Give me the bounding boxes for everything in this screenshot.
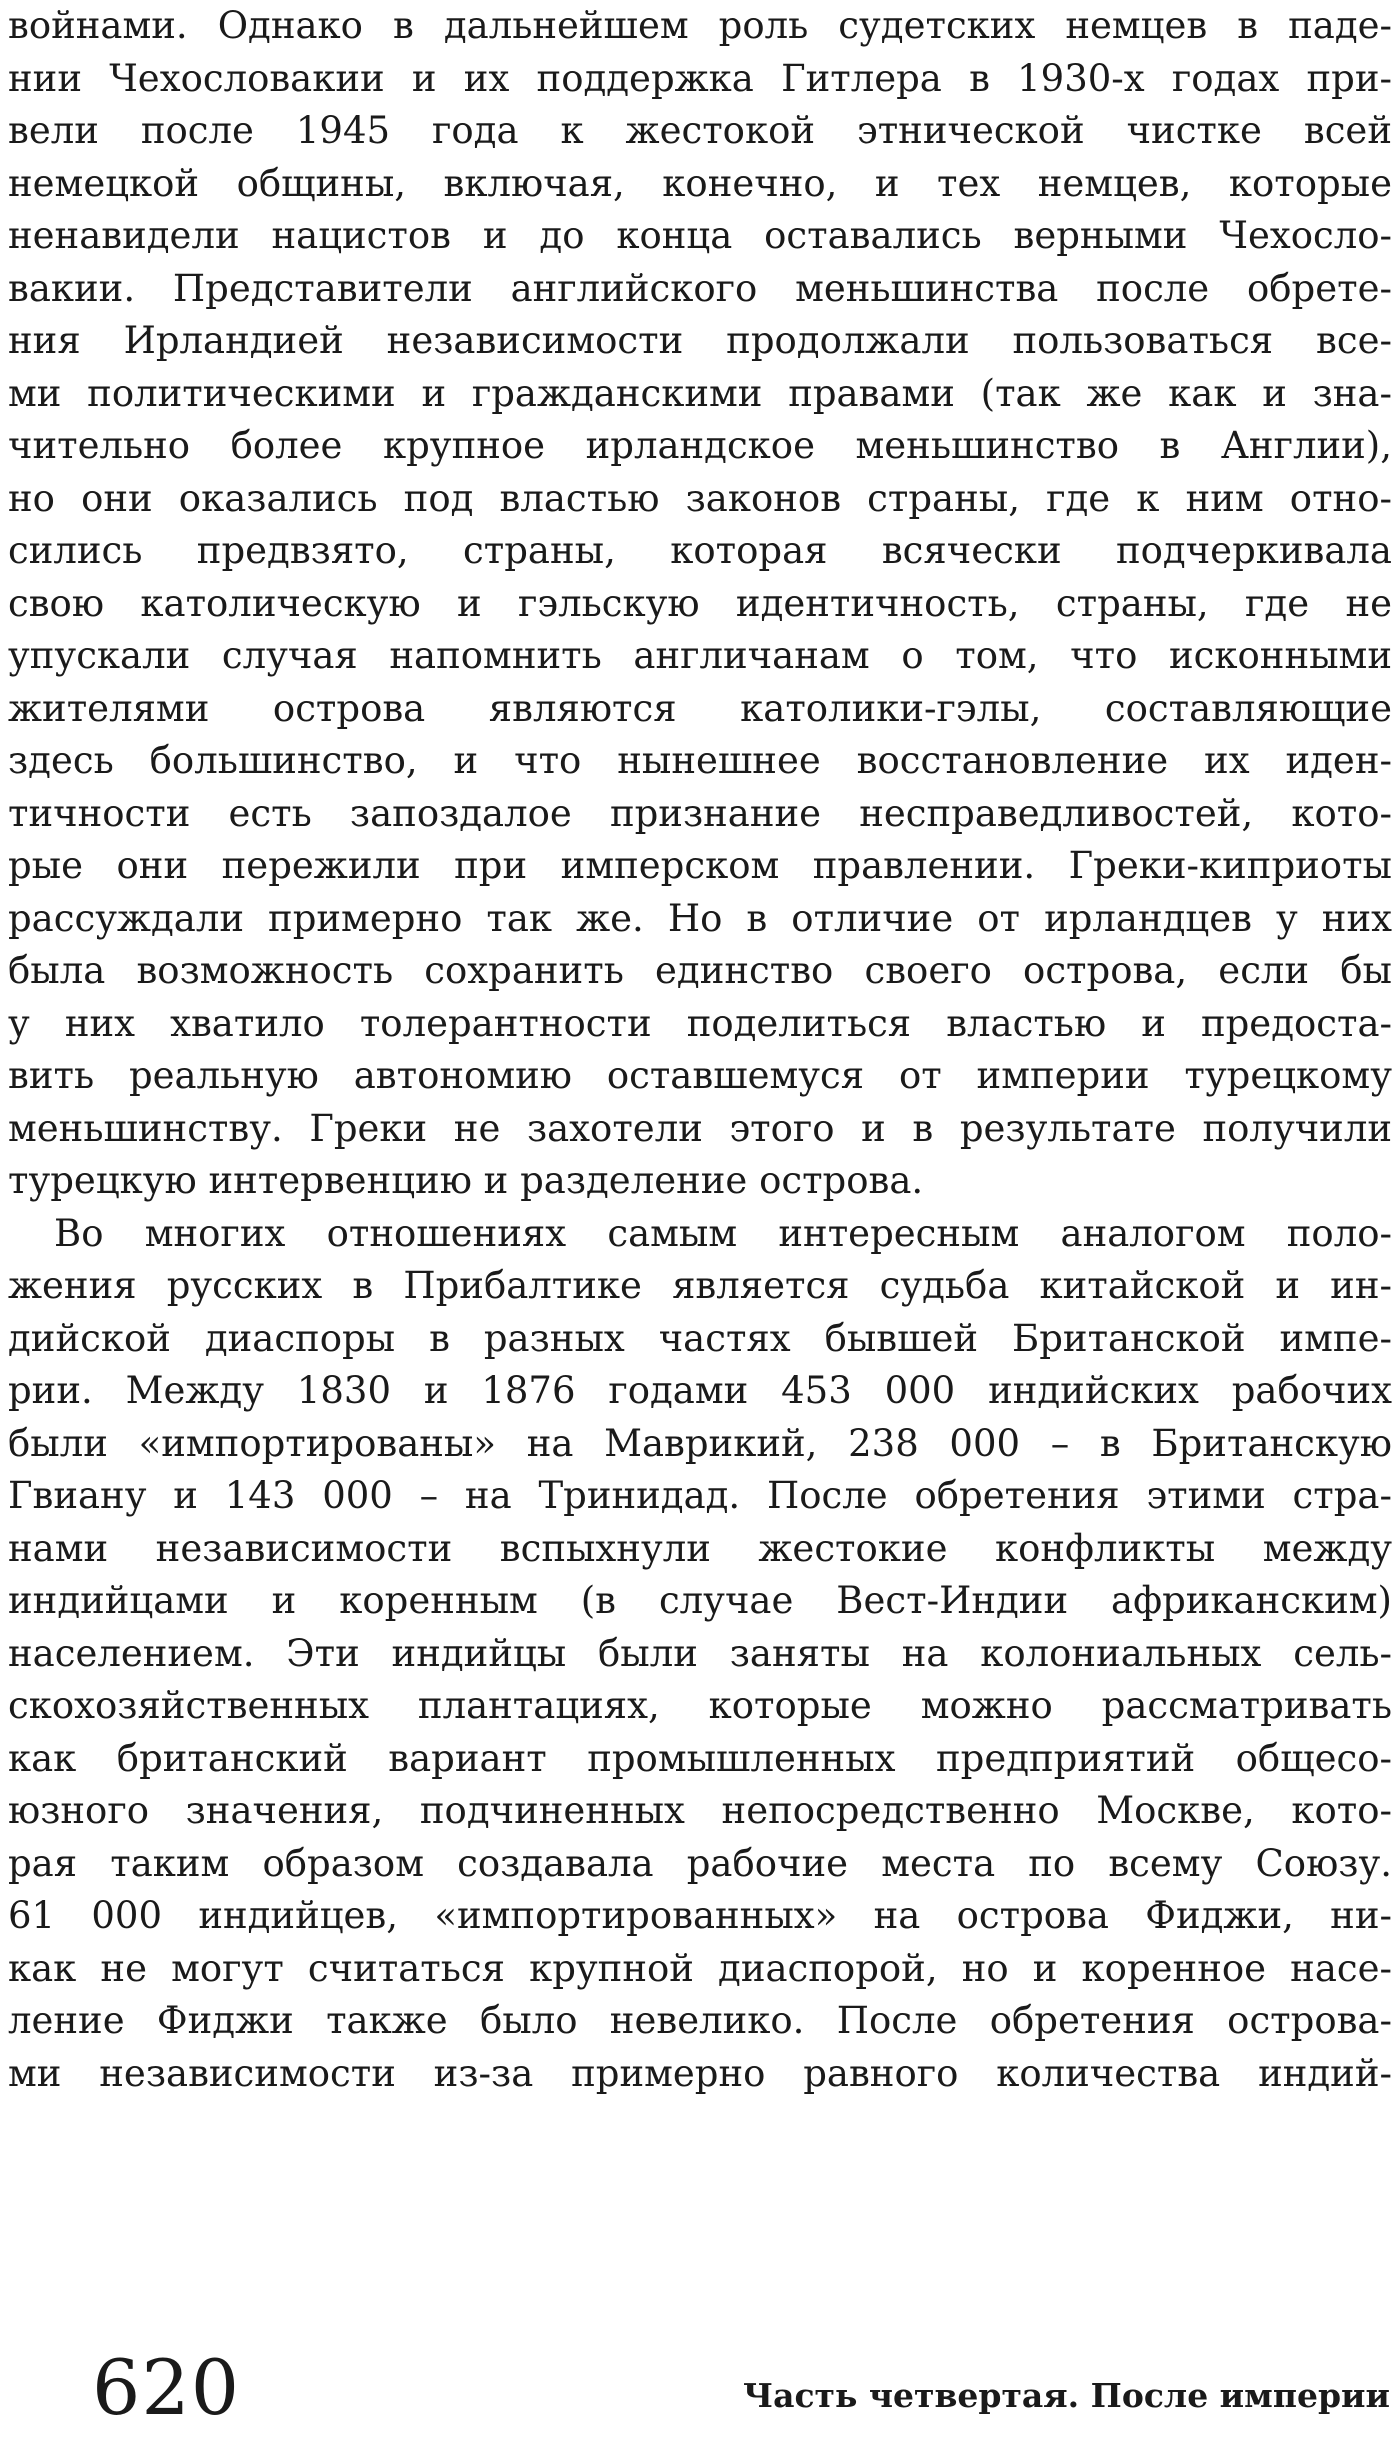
text-line: тичности есть запоздалое признание несправедливостей, кото- [8,791,1392,835]
text-line: здесь большинство, и что нынешнее восстановление их иден- [8,739,1392,782]
text-line: вить реальную автономию оставшемуся от империи турецкому [8,1054,1392,1097]
paragraph-first-line: Во многих отношениях самым интересным аналогом поло- [54,1211,1392,1255]
text-line: как британский вариант промышленных предприятий общесо- [8,1736,1392,1780]
text-line: ление Фиджи также было невелико. После обретения острова- [8,1999,1392,2042]
text-line: войнами. Однако в дальнейшем роль судетских немцев в паде- [8,4,1392,47]
text-line: нами независимости вспыхнули жестокие конфликты между [8,1526,1392,1570]
text-line: 61 000 индийцев, «импортированных» на острова Фиджи, ни- [8,1894,1392,1937]
text-line: ми независимости из-за примерно равного количества индий- [8,2051,1392,2095]
text-line: немецкой общины, включая, конечно, и тех немцев, которые [8,161,1392,205]
text-line: дийской диаспоры в разных частях бывшей Британской импе- [8,1316,1392,1360]
text-line: жения русских в Прибалтике является судьба китайской и ин- [8,1264,1392,1307]
text-line: вели после 1945 года к жестокой этнической чистке всей [8,109,1392,152]
text-line: ми политическими и гражданскими правами (так же как и зна- [8,371,1392,415]
text-line: свою католическую и гэльскую идентичность, страны, где не [8,581,1392,625]
text-line: индийцами и коренным (в случае Вест-Индии африканским) [8,1579,1392,1622]
text-line: рассуждали примерно так же. Но в отличие от ирландцев у них [8,896,1392,940]
text-line: скохозяйственных плантациях, которые можно рассматривать [8,1684,1392,1727]
text-line: Гвиану и 143 000 – на Тринидад. После обретения этими стра- [8,1474,1392,1517]
text-line: населением. Эти индийцы были заняты на колониальных сель- [8,1631,1392,1675]
text-line: сились предвзято, страны, которая всячески подчеркивала [8,529,1392,572]
text-line: нии Чехословакии и их поддержка Гитлера в 1930-х годах при- [8,56,1392,100]
text-line: жителями острова являются католики-гэлы, составляющие [8,686,1392,730]
text-line: рые они пережили при имперском правлении. Греки-киприоты [8,844,1392,887]
text-line: меньшинству. Греки не захотели этого и в результате получили [8,1106,1392,1150]
text-line: но они оказались под властью законов страны, где к ним отно- [8,476,1392,520]
text-line: рая таким образом создавала рабочие места по всему Союзу. [8,1841,1392,1885]
text-line: были «импортированы» на Маврикий, 238 000 – в Британскую [8,1421,1392,1465]
text-line: рии. Между 1830 и 1876 годами 453 000 индийских рабочих [8,1369,1392,1412]
text-line: ненавидели нацистов и до конца оставались верными Чехосло- [8,214,1392,257]
running-title: Часть четвертая. После империи [742,2376,1390,2415]
text-line: как не могут считаться крупной диаспорой, но и коренное насе- [8,1946,1392,1990]
text-line: чительно более крупное ирландское меньшинство в Англии), [8,424,1392,467]
body-text [8,0,1392,2100]
text-line: у них хватило толерантности поделиться властью и предоста- [8,1001,1392,1045]
page-number: 620 [92,2343,241,2432]
page-footer [0,2340,1398,2440]
text-line: ния Ирландией независимости продолжали пользоваться все- [8,319,1392,362]
text-line: была возможность сохранить единство своего острова, если бы [8,949,1392,992]
text-line: юзного значения, подчиненных непосредственно Москве, кото- [8,1789,1392,1832]
paragraph-end-line: турецкую интервенцию и разделение острова. [8,1159,924,1202]
text-line: упускали случая напомнить англичанам о том, что исконными [8,634,1392,677]
text-line: вакии. Представители английского меньшинства после обрете- [8,266,1392,310]
